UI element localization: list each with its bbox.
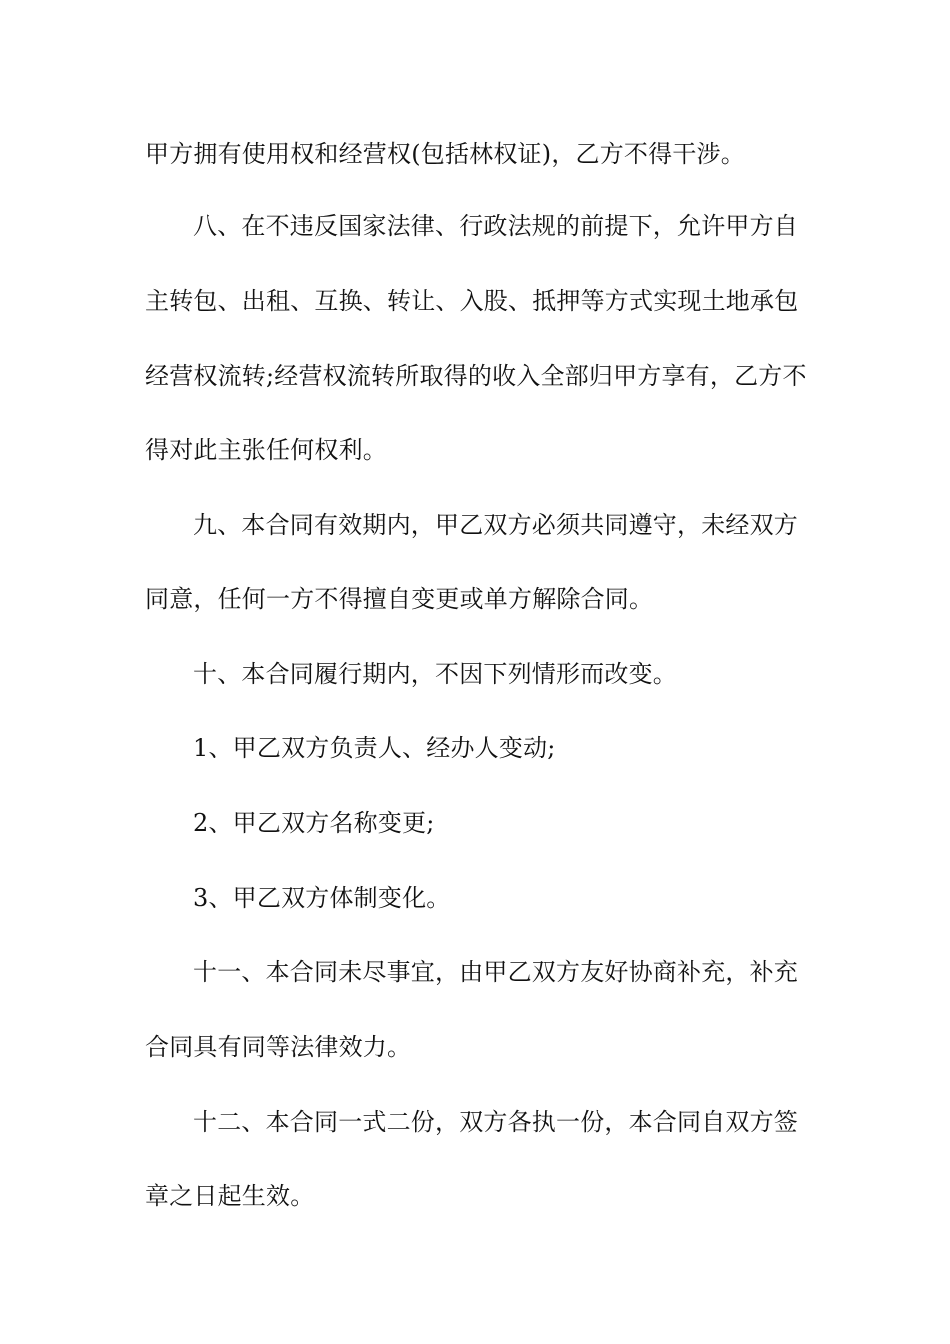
text-line: 3、甲乙双方体制变化。 xyxy=(193,884,451,912)
text-line: 合同具有同等法律效力。 xyxy=(145,1033,412,1061)
text-line: 九、本合同有效期内，甲乙双方必须共同遵守，未经双方 xyxy=(193,511,798,539)
text-line: 十二、本合同一式二份，双方各执一份，本合同自双方签 xyxy=(193,1108,798,1136)
text-line: 八、在不违反国家法律、行政法规的前提下，允许甲方自 xyxy=(193,212,798,240)
text-line: 经营权流转;经营权流转所取得的收入全部归甲方享有，乙方不 xyxy=(145,362,807,390)
text-line: 2、甲乙双方名称变更; xyxy=(193,809,435,837)
text-line: 得对此主张任何权利。 xyxy=(145,436,387,464)
text-line: 1、甲乙双方负责人、经办人变动; xyxy=(193,734,556,762)
text-line: 主转包、出租、互换、转让、入股、抵押等方式实现土地承包 xyxy=(145,287,799,315)
text-line: 十一、本合同未尽事宜，由甲乙双方友好协商补充，补充 xyxy=(193,958,798,986)
text-line: 十、本合同履行期内，不因下列情形而改变。 xyxy=(193,660,677,688)
text-line: 章之日起生效。 xyxy=(145,1182,315,1210)
text-line: 同意，任何一方不得擅自变更或单方解除合同。 xyxy=(145,585,654,613)
text-line: 甲方拥有使用权和经营权(包括林权证)，乙方不得干涉。 xyxy=(145,140,745,168)
